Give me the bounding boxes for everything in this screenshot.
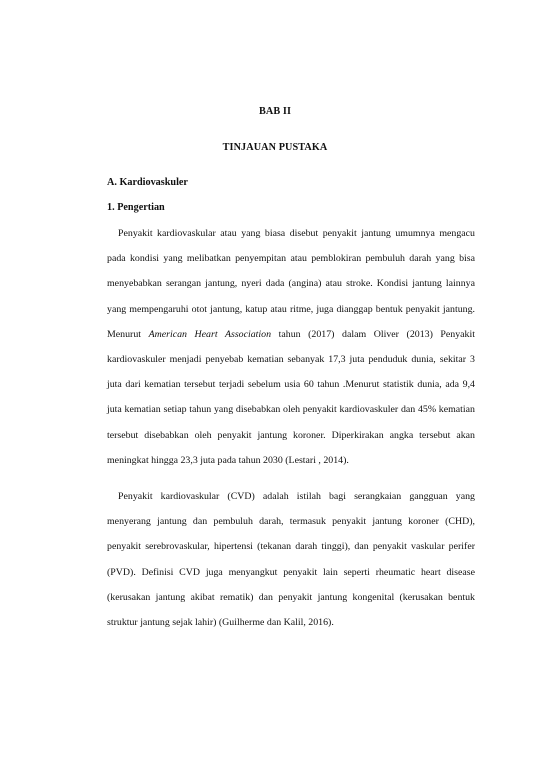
paragraph-1-text: Penyakit kardiovaskular atau yang biasa disebut penyakit jantung umumnya mengacu pada kondisi yang melibatkan penyempitan atau pemblokiran pembuluh darah yang bisa menyebabkan serangan jantung, nyeri dada (angina) atau stroke. Kondisi jantung lainnya yang mempengaruhi otot jantung, katup atau ritme, juga dianggap bentuk penyakit jantung. Menurut [107,228,475,340]
paragraph-1-italic: American Heart Association [148,328,272,340]
chapter-title: TINJAUAN PUSTAKA [222,142,328,153]
paragraph-1-text-cont: tahun (2017) dalam Oliver (2013) Penyakit kardiovaskuler menjadi penyebab kematian sebanyak 17,3 juta penduduk dunia, sekitar 3 juta dari kematian tersebut terjadi sebelum usia 60 tahun .Menurut statistik dunia, ada 9,4 juta kematian setiap tahun yang disebabkan oleh penyakit kardiovaskuler dan 45% kematian tersebut disebabkan oleh penyakit jantung koroner. Diperkirakan angka tersebut akan meningkat hingga 23,3 juta pada tahun 2030 (Lestari , 2014). [107,328,475,466]
paragraph-2: Penyakit kardiovaskular (CVD) adalah istilah bagi serangkaian gangguan yang menyerang jantung dan pembuluh darah, termasuk penyakit jantung koroner (CHD), penyakit serebrovaskular, hipertensi (tekanan darah tinggi), dan penyakit vaskular perifer (PVD). Definisi CVD juga menyangkut penyakit lain seperti rheumatic heart disease (kerusakan jantung akibat rematik) dan penyakit jantung kongenital (kerusakan bentuk struktur jantung sejak lahir) (Guilherme dan Kalil, 2016). [107,491,475,629]
subsection-heading: 1. Pengertian [107,202,165,213]
paragraph-1 [107,221,475,473]
section-heading: A. Kardiovaskuler [107,177,188,188]
chapter-number: BAB II [258,106,292,117]
